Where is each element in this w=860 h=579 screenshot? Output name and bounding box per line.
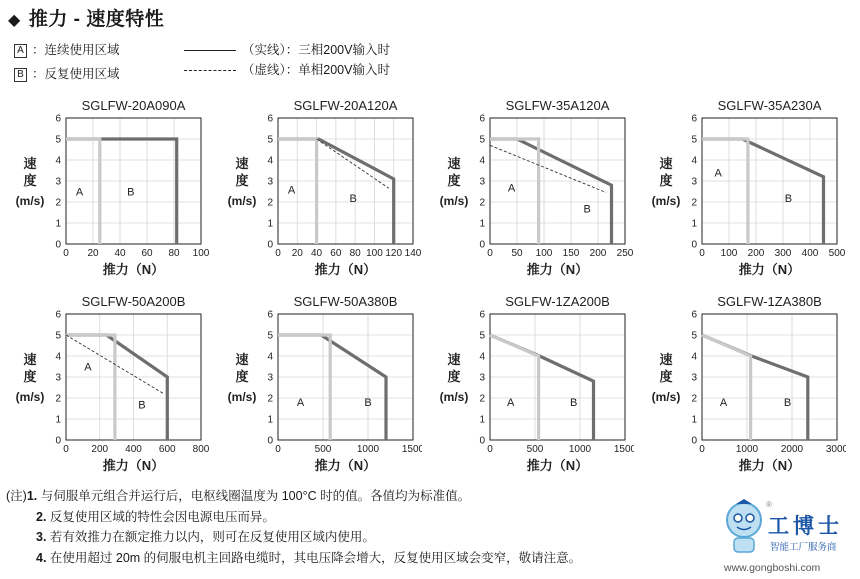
x-tick-label: 40 xyxy=(114,248,126,259)
y-axis-label: (m/s) xyxy=(439,390,469,404)
series-line-region-a xyxy=(490,335,539,440)
chart-4 xyxy=(636,96,846,287)
watermark-brand: 工博士 xyxy=(768,515,843,538)
x-tick-label: 0 xyxy=(63,248,69,259)
y-axis-label: 度 xyxy=(235,173,249,188)
y-tick-label: 2 xyxy=(267,393,273,405)
x-tick-label: 0 xyxy=(487,248,493,259)
chart-svg xyxy=(212,96,422,282)
watermark-logo xyxy=(718,494,860,579)
region-label: B xyxy=(127,186,135,199)
y-axis-label: 速 xyxy=(659,352,673,367)
note-2 xyxy=(6,507,581,528)
chart-title: SGLFW-1ZA200B xyxy=(505,294,610,309)
y-tick-label: 3 xyxy=(267,372,273,384)
y-tick-label: 4 xyxy=(479,351,485,363)
y-tick-label: 5 xyxy=(479,134,485,146)
region-label: B xyxy=(784,192,793,205)
chart-7 xyxy=(424,292,634,483)
chart-svg xyxy=(424,96,634,282)
x-tick-label: 800 xyxy=(192,444,210,455)
x-tick-label: 100 xyxy=(192,248,210,259)
note-4 xyxy=(6,548,581,569)
note-1 xyxy=(6,486,581,507)
y-tick-label: 0 xyxy=(267,435,273,447)
y-tick-label: 0 xyxy=(267,239,273,251)
region-label: A xyxy=(84,361,92,374)
region-label: A xyxy=(507,397,515,410)
y-tick-label: 0 xyxy=(691,435,697,447)
series-line-region-b xyxy=(278,335,386,440)
x-tick-label: 1000 xyxy=(568,444,592,455)
y-tick-label: 0 xyxy=(479,239,485,251)
x-axis-label: 推力（N） xyxy=(526,458,589,473)
chart-title: SGLFW-35A120A xyxy=(505,98,610,113)
chart-title: SGLFW-1ZA380B xyxy=(717,294,822,309)
y-axis-label: (m/s) xyxy=(651,194,681,208)
y-axis-label: (m/s) xyxy=(227,390,257,404)
y-axis-label: (m/s) xyxy=(15,194,45,208)
y-axis-label: (m/s) xyxy=(439,194,469,208)
y-tick-label: 3 xyxy=(55,372,61,384)
x-tick-label: 600 xyxy=(158,444,176,455)
chart-title: SGLFW-35A230A xyxy=(717,98,822,113)
region-label: B xyxy=(570,397,578,410)
y-tick-label: 5 xyxy=(267,330,273,342)
y-tick-label: 6 xyxy=(479,309,485,321)
region-label: A xyxy=(719,397,728,410)
y-axis-label: 速 xyxy=(659,156,673,171)
y-tick-label: 0 xyxy=(691,239,697,251)
x-tick-label: 3000 xyxy=(825,444,846,455)
region-label: A xyxy=(287,184,296,197)
region-label: B xyxy=(583,203,591,216)
series-line-region-b xyxy=(702,139,824,244)
chart-svg xyxy=(424,292,634,478)
page-title xyxy=(8,4,164,31)
chart-svg xyxy=(636,292,846,478)
note-number: 4. xyxy=(36,550,47,565)
region-label: A xyxy=(507,182,516,195)
x-tick-label: 400 xyxy=(801,248,819,259)
y-tick-label: 4 xyxy=(691,351,697,363)
x-axis-label: 推力（N） xyxy=(526,262,589,277)
y-tick-label: 5 xyxy=(55,330,61,342)
y-tick-label: 2 xyxy=(479,197,485,209)
note-text: 反复使用区域的特性会因电源电压而异。 xyxy=(49,509,275,524)
y-tick-label: 2 xyxy=(691,197,697,209)
x-tick-label: 0 xyxy=(63,444,69,455)
y-axis-label: 速 xyxy=(447,156,461,171)
note-number: 3. xyxy=(36,530,47,544)
x-tick-label: 150 xyxy=(562,248,580,259)
y-tick-label: 5 xyxy=(479,330,485,342)
y-axis-label: 度 xyxy=(659,173,673,188)
y-tick-label: 3 xyxy=(267,176,273,188)
solid-line-key xyxy=(184,50,236,51)
y-tick-label: 6 xyxy=(479,113,485,125)
series-line-region-a xyxy=(702,139,748,244)
chart-6 xyxy=(212,292,422,483)
y-tick-label: 1 xyxy=(55,218,61,230)
y-tick-label: 5 xyxy=(55,134,61,146)
note-number: 1. xyxy=(26,489,38,503)
chart-svg xyxy=(636,96,846,282)
y-tick-label: 4 xyxy=(55,155,61,167)
legend-box-a: A xyxy=(14,44,27,58)
y-tick-label: 1 xyxy=(691,218,697,230)
watermark-subtitle: 智能工厂服务商 xyxy=(770,542,837,553)
chart-title: SGLFW-20A120A xyxy=(293,98,398,113)
y-tick-label: 4 xyxy=(691,155,697,167)
y-axis-label: 度 xyxy=(659,369,673,384)
legend-region-a-text: ：连续使用区域 xyxy=(32,43,120,57)
chart-svg xyxy=(0,292,210,478)
y-tick-label: 2 xyxy=(479,393,485,405)
legend-solid-text: （实线）：三相200V输入时 xyxy=(242,43,390,57)
dashed-line-key xyxy=(184,70,236,71)
y-tick-label: 2 xyxy=(55,197,61,209)
series-line-region-a xyxy=(702,335,751,440)
x-tick-label: 0 xyxy=(487,444,493,455)
y-axis-label: (m/s) xyxy=(15,390,45,404)
x-tick-label: 0 xyxy=(699,444,705,455)
y-tick-label: 2 xyxy=(691,393,697,405)
region-label: B xyxy=(349,192,357,205)
y-tick-label: 3 xyxy=(55,176,61,188)
y-axis-label: 速 xyxy=(235,156,249,171)
x-axis-label: 推力（N） xyxy=(102,458,165,473)
y-tick-label: 5 xyxy=(267,134,273,146)
y-axis-label: 度 xyxy=(447,369,461,384)
y-tick-label: 0 xyxy=(55,435,61,447)
y-tick-label: 5 xyxy=(691,134,697,146)
note-number: 2. xyxy=(36,509,47,524)
y-tick-label: 3 xyxy=(479,176,485,188)
y-tick-label: 5 xyxy=(691,330,697,342)
y-tick-label: 6 xyxy=(691,113,697,125)
x-tick-label: 500 xyxy=(828,248,846,259)
region-label: B xyxy=(138,399,146,412)
legend-dashed xyxy=(184,60,390,78)
chart-title: SGLFW-50A200B xyxy=(81,294,186,309)
x-tick-label: 80 xyxy=(349,248,361,259)
y-tick-label: 3 xyxy=(691,176,697,188)
y-tick-label: 0 xyxy=(55,239,61,251)
x-tick-label: 0 xyxy=(275,444,281,455)
x-tick-label: 40 xyxy=(311,248,323,259)
series-line-region-b xyxy=(66,335,167,440)
x-tick-label: 100 xyxy=(535,248,553,259)
y-tick-label: 2 xyxy=(267,197,273,209)
chart-svg xyxy=(212,292,422,478)
x-tick-label: 100 xyxy=(720,248,738,259)
x-tick-label: 1000 xyxy=(735,444,759,455)
x-tick-label: 500 xyxy=(314,444,332,455)
chart-8 xyxy=(636,292,846,483)
x-axis-label: 推力（N） xyxy=(738,458,801,473)
x-axis-label: 推力（N） xyxy=(314,458,377,473)
y-tick-label: 3 xyxy=(479,372,485,384)
chart-2 xyxy=(212,96,422,287)
page-title-text: 推力 - 速度特性 xyxy=(28,9,165,30)
legend-dashed-text: （虚线）：单相200V输入时 xyxy=(242,63,390,77)
y-tick-label: 1 xyxy=(479,414,485,426)
note-text: 在使用超过 20m 的伺服电机主回路电缆时，其电压降会增大，反复使用区域会变窄，敬请注意。 xyxy=(49,550,582,565)
x-tick-label: 100 xyxy=(366,248,383,259)
chart-title: SGLFW-50A380B xyxy=(293,294,398,309)
y-tick-label: 1 xyxy=(55,414,61,426)
y-axis-label: 速 xyxy=(23,156,37,171)
y-axis-label: (m/s) xyxy=(651,390,681,404)
region-label: A xyxy=(714,167,722,180)
y-tick-label: 4 xyxy=(267,351,273,363)
series-line-region-a xyxy=(278,335,330,440)
y-tick-label: 6 xyxy=(691,309,697,321)
y-tick-label: 4 xyxy=(267,155,273,167)
x-tick-label: 400 xyxy=(125,444,142,455)
x-tick-label: 0 xyxy=(699,248,705,259)
region-label: A xyxy=(75,186,84,199)
legend-region-a xyxy=(14,40,120,58)
y-tick-label: 6 xyxy=(267,309,273,321)
region-label: A xyxy=(296,397,305,410)
x-tick-label: 300 xyxy=(774,248,792,259)
series-line-region-b xyxy=(490,335,594,440)
note-text: 若有效推力在额定推力以内，则可在反复使用区域内使用。 xyxy=(49,530,375,544)
series-line-region-a xyxy=(66,335,115,440)
chart-1 xyxy=(0,96,210,287)
y-tick-label: 6 xyxy=(55,309,61,321)
x-tick-label: 20 xyxy=(87,248,99,259)
x-axis-label: 推力（N） xyxy=(314,262,377,277)
notes xyxy=(6,486,581,568)
y-tick-label: 2 xyxy=(55,393,61,405)
x-tick-label: 2000 xyxy=(780,444,804,455)
y-tick-label: 3 xyxy=(691,372,697,384)
chart-svg xyxy=(0,96,210,282)
region-label: B xyxy=(364,397,372,410)
legend-region-b xyxy=(14,64,120,82)
x-tick-label: 500 xyxy=(526,444,544,455)
x-tick-label: 0 xyxy=(275,248,281,259)
y-axis-label: 速 xyxy=(23,352,37,367)
x-axis-label: 推力（N） xyxy=(102,262,165,277)
x-tick-label: 140 xyxy=(404,248,422,259)
x-tick-label: 250 xyxy=(616,248,634,259)
y-axis-label: 度 xyxy=(23,369,37,384)
note-text: 与伺服单元组合并运行后，电枢线圈温度为 100°C 时的值。各值均为标准值。 xyxy=(40,489,471,503)
x-tick-label: 1500 xyxy=(401,444,422,455)
note-3 xyxy=(6,527,581,548)
legend-solid xyxy=(184,40,390,58)
x-tick-label: 60 xyxy=(141,248,153,259)
legend-region-b-text: ：反复使用区域 xyxy=(32,67,120,81)
y-axis-label: 度 xyxy=(235,369,249,384)
chart-3 xyxy=(424,96,634,287)
y-tick-label: 1 xyxy=(479,218,485,230)
x-tick-label: 60 xyxy=(330,248,342,259)
region-label: B xyxy=(783,397,792,410)
y-tick-label: 0 xyxy=(479,435,485,447)
registered-mark: ® xyxy=(766,500,772,509)
x-tick-label: 20 xyxy=(291,248,303,259)
y-tick-label: 4 xyxy=(479,155,485,167)
y-axis-label: 度 xyxy=(23,173,37,188)
x-tick-label: 1500 xyxy=(613,444,634,455)
y-axis-label: 速 xyxy=(235,352,249,367)
x-tick-label: 200 xyxy=(747,248,765,259)
chart-title: SGLFW-20A090A xyxy=(81,98,186,113)
y-tick-label: 1 xyxy=(691,414,697,426)
x-tick-label: 80 xyxy=(168,248,180,259)
chart-5 xyxy=(0,292,210,483)
y-tick-label: 1 xyxy=(267,414,273,426)
x-tick-label: 200 xyxy=(589,248,607,259)
x-axis-label: 推力（N） xyxy=(738,262,801,277)
watermark-url: www.gongboshi.com xyxy=(724,562,821,574)
x-tick-label: 50 xyxy=(511,248,523,259)
note-prefix: (注) xyxy=(6,489,27,503)
y-tick-label: 6 xyxy=(267,113,273,125)
y-tick-label: 1 xyxy=(267,218,273,230)
robot-mascot-icon xyxy=(720,498,768,560)
x-tick-label: 200 xyxy=(91,444,109,455)
y-tick-label: 6 xyxy=(55,113,61,125)
legend-box-b: B xyxy=(14,68,27,82)
y-tick-label: 4 xyxy=(55,351,61,363)
diamond-bullet-icon: ◆ xyxy=(8,12,21,29)
y-axis-label: 度 xyxy=(447,173,461,188)
y-axis-label: 速 xyxy=(447,352,461,367)
y-axis-label: (m/s) xyxy=(227,194,257,208)
x-tick-label: 120 xyxy=(385,248,403,259)
x-tick-label: 1000 xyxy=(356,444,380,455)
